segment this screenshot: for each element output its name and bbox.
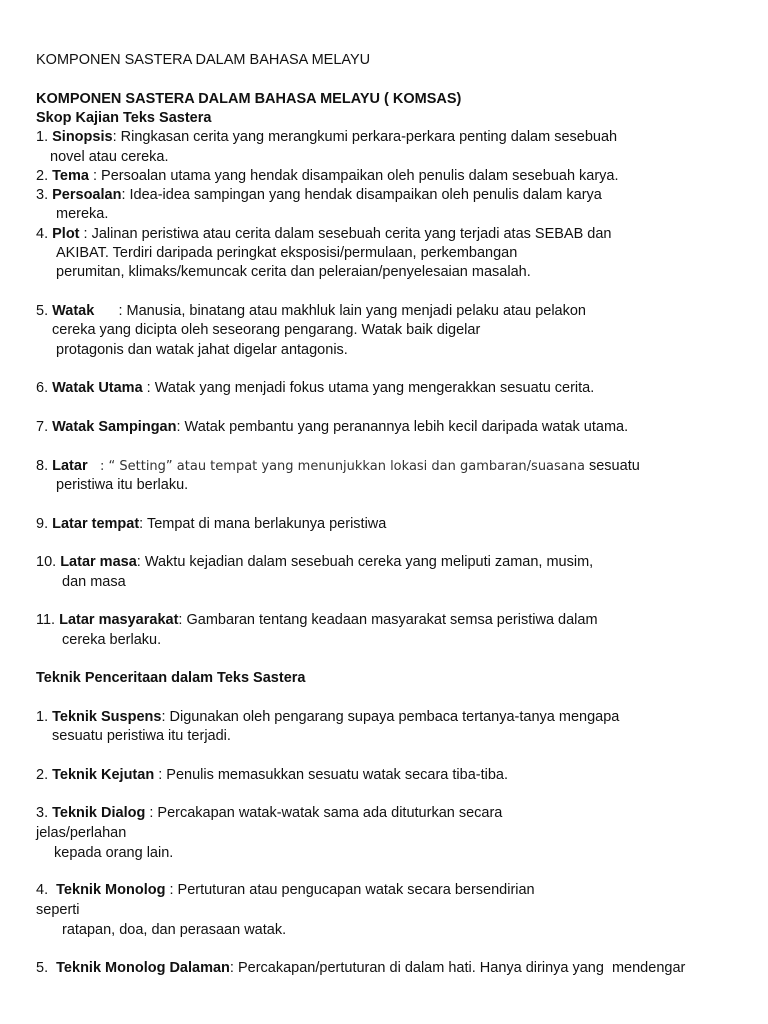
list-item-continuation: seperti [36, 902, 80, 918]
list-item: 8. Latar : “ Setting” atau tempat yang menunjukkan lokasi dan gambaran/suasana sesuatu [36, 458, 640, 474]
list-item-continuation: cereka yang dicipta oleh seseorang pengarang. Watak baik digelar [52, 322, 481, 338]
list-item: 4. Plot : Jalinan peristiwa atau cerita dalam sesebuah cerita yang terjadi atas SEBAB dan [36, 226, 612, 242]
term: Latar [52, 458, 88, 474]
term: Teknik Monolog [56, 882, 166, 898]
list-item: 10. Latar masa: Waktu kejadian dalam sesebuah cereka yang meliputi zaman, musim, [36, 554, 594, 570]
term: Sinopsis [52, 129, 113, 145]
term: Teknik Dialog [52, 805, 146, 821]
term: Teknik Kejutan [52, 767, 155, 783]
list-item-continuation: sesuatu peristiwa itu terjadi. [52, 728, 231, 744]
term: Latar tempat [52, 516, 140, 532]
list-item: 6. Watak Utama : Watak yang menjadi fokus utama yang mengerakkan sesuatu cerita. [36, 380, 595, 396]
term: Latar masa [60, 554, 137, 570]
term: Plot [52, 226, 80, 242]
list-item-continuation: protagonis dan watak jahat digelar antagonis. [56, 342, 348, 358]
term: Teknik Monolog Dalaman [56, 960, 230, 976]
section-subheading: Skop Kajian Teks Sastera [36, 110, 212, 126]
term: Watak Sampingan [52, 419, 177, 435]
section-heading: KOMPONEN SASTERA DALAM BAHASA MELAYU ( KOMSAS) [36, 91, 462, 107]
list-item: 1. Sinopsis: Ringkasan cerita yang merangkumi perkara-perkara penting dalam sesebuah [36, 129, 618, 145]
list-item: 7. Watak Sampingan: Watak pembantu yang peranannya lebih kecil daripada watak utama. [36, 419, 629, 435]
term: Persoalan [52, 187, 122, 203]
list-item: 3. Teknik Dialog : Percakapan watak-watak sama ada dituturkan secara [36, 805, 503, 821]
list-item-continuation: AKIBAT. Terdiri daripada peringkat eksposisi/permulaan, perkembangan [56, 245, 518, 261]
list-item: 11. Latar masyarakat: Gambaran tentang keadaan masyarakat semsa peristiwa dalam [36, 612, 598, 628]
term: Watak [52, 303, 95, 319]
list-item-continuation: cereka berlaku. [62, 632, 162, 648]
list-item: 2. Tema : Persoalan utama yang hendak disampaikan oleh penulis dalam sesebuah karya. [36, 168, 619, 184]
list-item: 5. Teknik Monolog Dalaman: Percakapan/pertuturan di dalam hati. Hanya dirinya yang mendengar [36, 960, 686, 976]
list-item-continuation: perumitan, klimaks/kemuncak cerita dan peleraian/penyelesaian masalah. [56, 264, 531, 280]
list-item-continuation: kepada orang lain. [54, 845, 174, 861]
list-item-continuation: mereka. [56, 206, 109, 222]
list-item-continuation: peristiwa itu berlaku. [56, 477, 189, 493]
list-item-continuation: ratapan, doa, dan perasaan watak. [62, 922, 287, 938]
document-title: KOMPONEN SASTERA DALAM BAHASA MELAYU [36, 52, 371, 68]
list-item: 4. Teknik Monolog : Pertuturan atau pengucapan watak secara bersendirian [36, 882, 535, 898]
list-item-continuation: dan masa [62, 574, 126, 590]
list-item: 1. Teknik Suspens: Digunakan oleh pengarang supaya pembaca tertanya-tanya mengapa [36, 709, 620, 725]
term: Teknik Suspens [52, 709, 162, 725]
term: Watak Utama [52, 380, 143, 396]
list-item: 9. Latar tempat: Tempat di mana berlakunya peristiwa [36, 516, 387, 532]
list-item: 2. Teknik Kejutan : Penulis memasukkan sesuatu watak secara tiba-tiba. [36, 767, 509, 783]
list-item: 3. Persoalan: Idea-idea sampingan yang hendak disampaikan oleh penulis dalam karya [36, 187, 602, 203]
teknik-heading: Teknik Penceritaan dalam Teks Sastera [36, 670, 306, 686]
list-item-continuation: jelas/perlahan [36, 825, 127, 841]
list-item-continuation: novel atau cereka. [50, 149, 169, 165]
term: Latar masyarakat [59, 612, 179, 628]
term: Tema [52, 168, 89, 184]
list-item: 5. Watak : Manusia, binatang atau makhluk lain yang menjadi pelaku atau pelakon [36, 303, 587, 319]
